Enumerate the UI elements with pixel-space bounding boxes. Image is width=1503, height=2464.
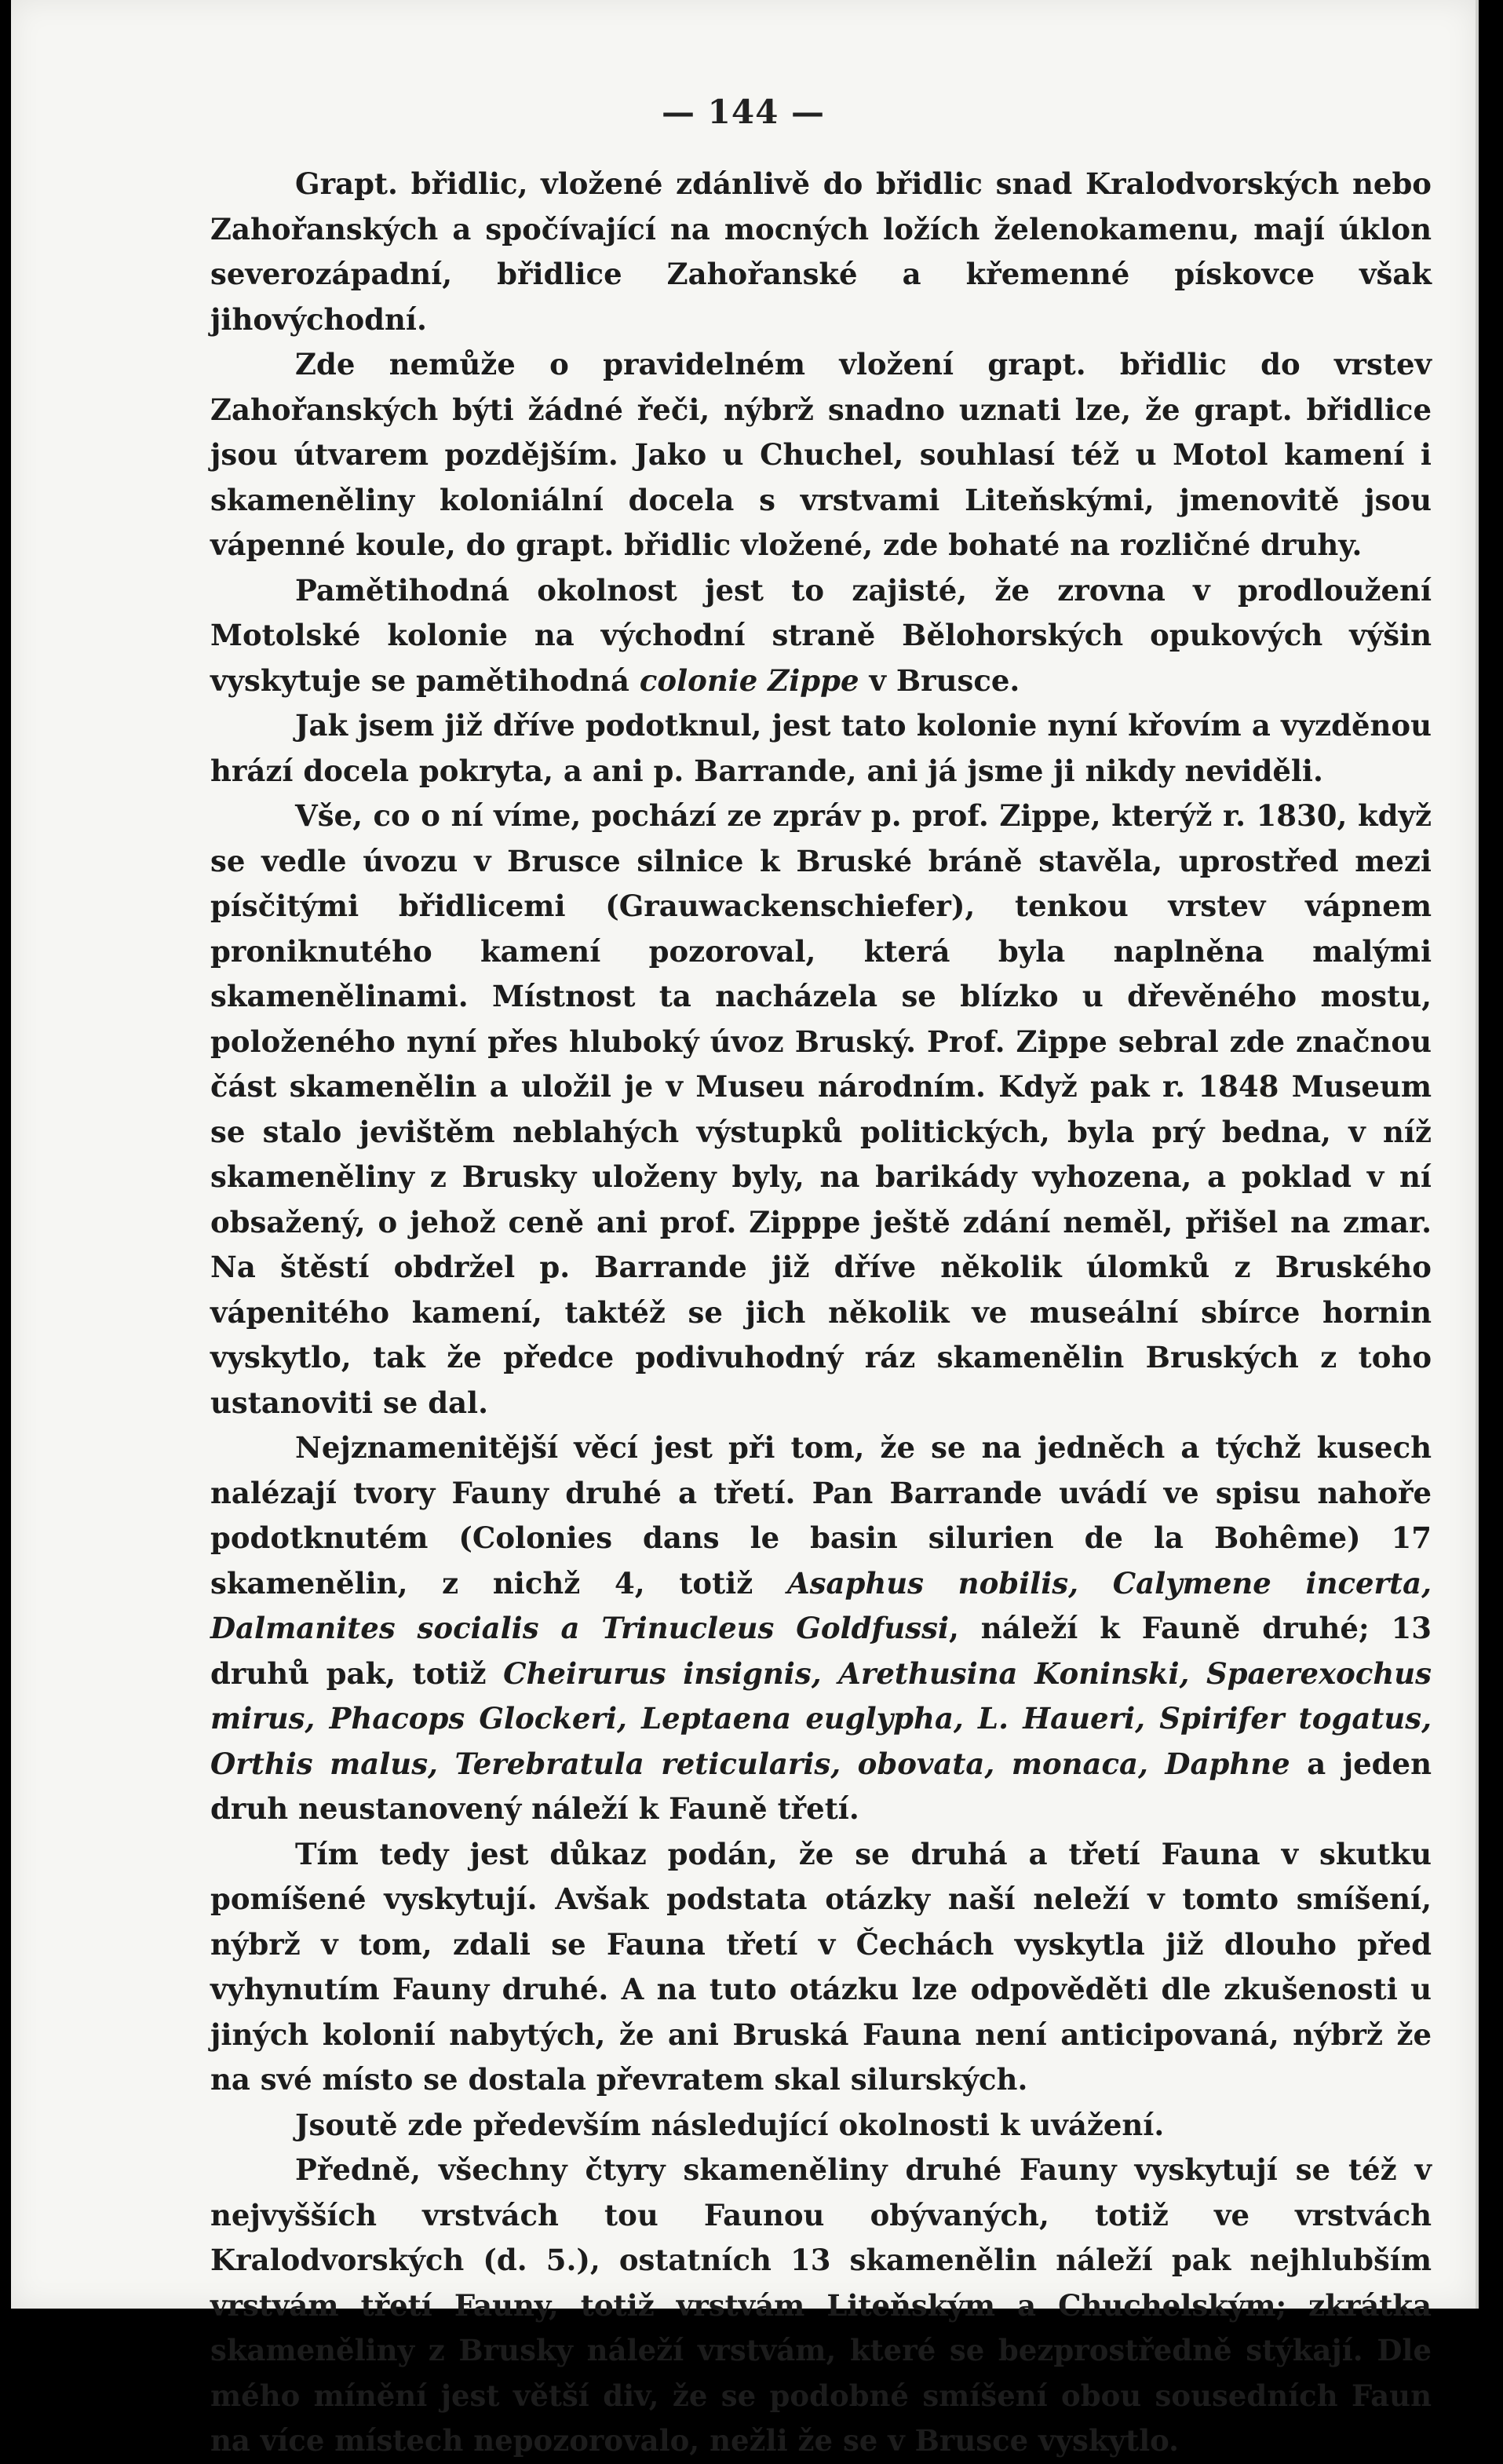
italic-text: Asaphus nobilis, Calymene incerta, Dalmanites socialis a Trinucleus Goldfussi <box>210 1565 1432 1645</box>
text-segment: , náleží k Fauně druhé; 13 druhů pak, totiž <box>210 1611 1432 1691</box>
paragraph <box>210 162 1432 342</box>
paragraph <box>210 1832 1432 2103</box>
text-segment: Tím tedy jest důkaz podán, že se druhá a třetí Fauna v skutku pomíšené vyskytují. Avšak podstata otázky naší neleží v tomto smíšení, nýbrž v tom, zdali se Fauna třetí v Čechách vyskytla již dlouho před vyhynutím Fauny druhé. A na tuto otázku lze odpověděti dle zkušenosti u jiných kolonií nabytých, že ani Bruská Fauna není anticipovaná, nýbrž že na své místo se dostala převratem skal silurských. <box>210 1836 1432 2097</box>
paragraph <box>210 1425 1432 1832</box>
paragraph <box>210 568 1432 704</box>
text-segment: Vše, co o ní víme, pochází ze zpráv p. prof. Zippe, kterýž r. 1830, když se vedle úvozu v Brusce silnice k Bruské bráně stavěla, uprostřed mezi písčitými břidlicemi (Grauwackenschiefer), tenkou vrstev vápnem proniknutého kamení pozoroval, která byla naplněna malými skamenělinami. Místnost ta nacházela se blízko u dřevěného mostu, položeného nyní přes hluboký úvoz Bruský. Prof. Zippe sebral zde značnou část skamenělin a uložil je v Museu národním. Když pak r. 1848 Museum se stalo jevištěm neblahých výstupků politických, byla prý bedna, v níž skameněliny z Brusky uloženy byly, na barikády vyhozena, a poklad v ní obsažený, o jehož ceně ani prof. Zipppe ještě zdání neměl, přišel na zmar. Na štěstí obdržel p. Barrande již dříve několik úlomků z Bruského vápenitého kamení, taktéž se jich několik ve museální sbírce hornin vyskytlo, tak že předce podivuhodný ráz skamenělin Bruských z toho ustanoviti se dal. <box>210 798 1432 1420</box>
page-edge <box>1476 0 1503 2309</box>
body-text <box>210 162 1432 2464</box>
italic-text: colonie Zippe <box>639 663 859 698</box>
text-segment: Předně, všechny čtyry skameněliny druhé Fauny vyskytují se též v nejvyšších vrstvách tou Faunou obývaných, totiž ve vrstvách Kralodvorských (d. 5.), ostatních 13 skamenělin náleží pak nejhlubším vrstvám třetí Fauny, totiž vrstvám Liteňským a Chuchelským; zkrátka skameněliny z Brusky náleží vrstvám, které se bezprostředně stýkají. Dle mého mínění jest větší div, že se podobné smíšení obou sousedních Faun na více místech nepozorovalo, nežli že se v Brusce vyskytlo. <box>210 2152 1432 2458</box>
paragraph <box>210 342 1432 568</box>
text-segment: Jsoutě zde především následující okolnosti k uvážení. <box>295 2107 1165 2142</box>
paragraph <box>210 2148 1432 2464</box>
text-segment: Jak jsem již dříve podotknul, jest tato kolonie nyní křovím a vyzděnou hrází docela pokryta, a ani p. Barrande, ani já jsme ji nikdy neviděli. <box>210 708 1432 788</box>
text-segment: v Brusce. <box>859 663 1020 698</box>
paragraph <box>210 703 1432 794</box>
page-number: — 144 — <box>662 93 825 131</box>
text-segment: Pamětihodná okolnost jest to zajisté, že zrovna v prodloužení Motolské kolonie na východní straně Bělohorských opukových výšin vyskytuje se pamětihodná <box>210 572 1432 698</box>
text-segment: Nejznamenitější věcí jest při tom, že se na jedněch a týchž kusech nalézají tvory Fauny druhé a třetí. Pan Barrande uvádí ve spisu nahoře podotknutém (Colonies dans le basin silurien de la Bohême) 17 skamenělin, z nichž 4, totiž <box>210 1430 1432 1601</box>
paragraph <box>210 794 1432 1425</box>
scanned-page <box>11 0 1476 2458</box>
text-segment: Zde nemůže o pravidelném vložení grapt. břidlic do vrstev Zahořanských býti žádné řeči, nýbrž snadno uznati lze, že grapt. břidlice jsou útvarem pozdějším. Jako u Chuchel, souhlasí též u Motol kamení i skameněliny koloniální docela s vrstvami Liteňskými, jmenovitě jsou vápenné koule, do grapt. břidlic vložené, zde bohaté na rozličné druhy. <box>210 347 1432 562</box>
text-segment: Grapt. břidlic, vložené zdánlivě do břidlic snad Kralodvorských nebo Zahořanských a spočívající na mocných ložích želenokamenu, mají úklon severozápadní, břidlice Zahořanské a křemenné pískovce však jihovýchodní. <box>210 166 1432 337</box>
italic-text: Cheirurus insignis, Arethusina Koninski, Spaerexochus mirus, Phacops Glockeri, Leptaena euglypha, L. Haueri, Spirifer togatus, Orthis malus, Terebratula reticularis, obovata, monaca, Daphne <box>210 1655 1432 1781</box>
text-segment: a jeden druh neustanovený náleží k Fauně třetí. <box>210 1746 1432 1826</box>
paragraph <box>210 2103 1432 2148</box>
